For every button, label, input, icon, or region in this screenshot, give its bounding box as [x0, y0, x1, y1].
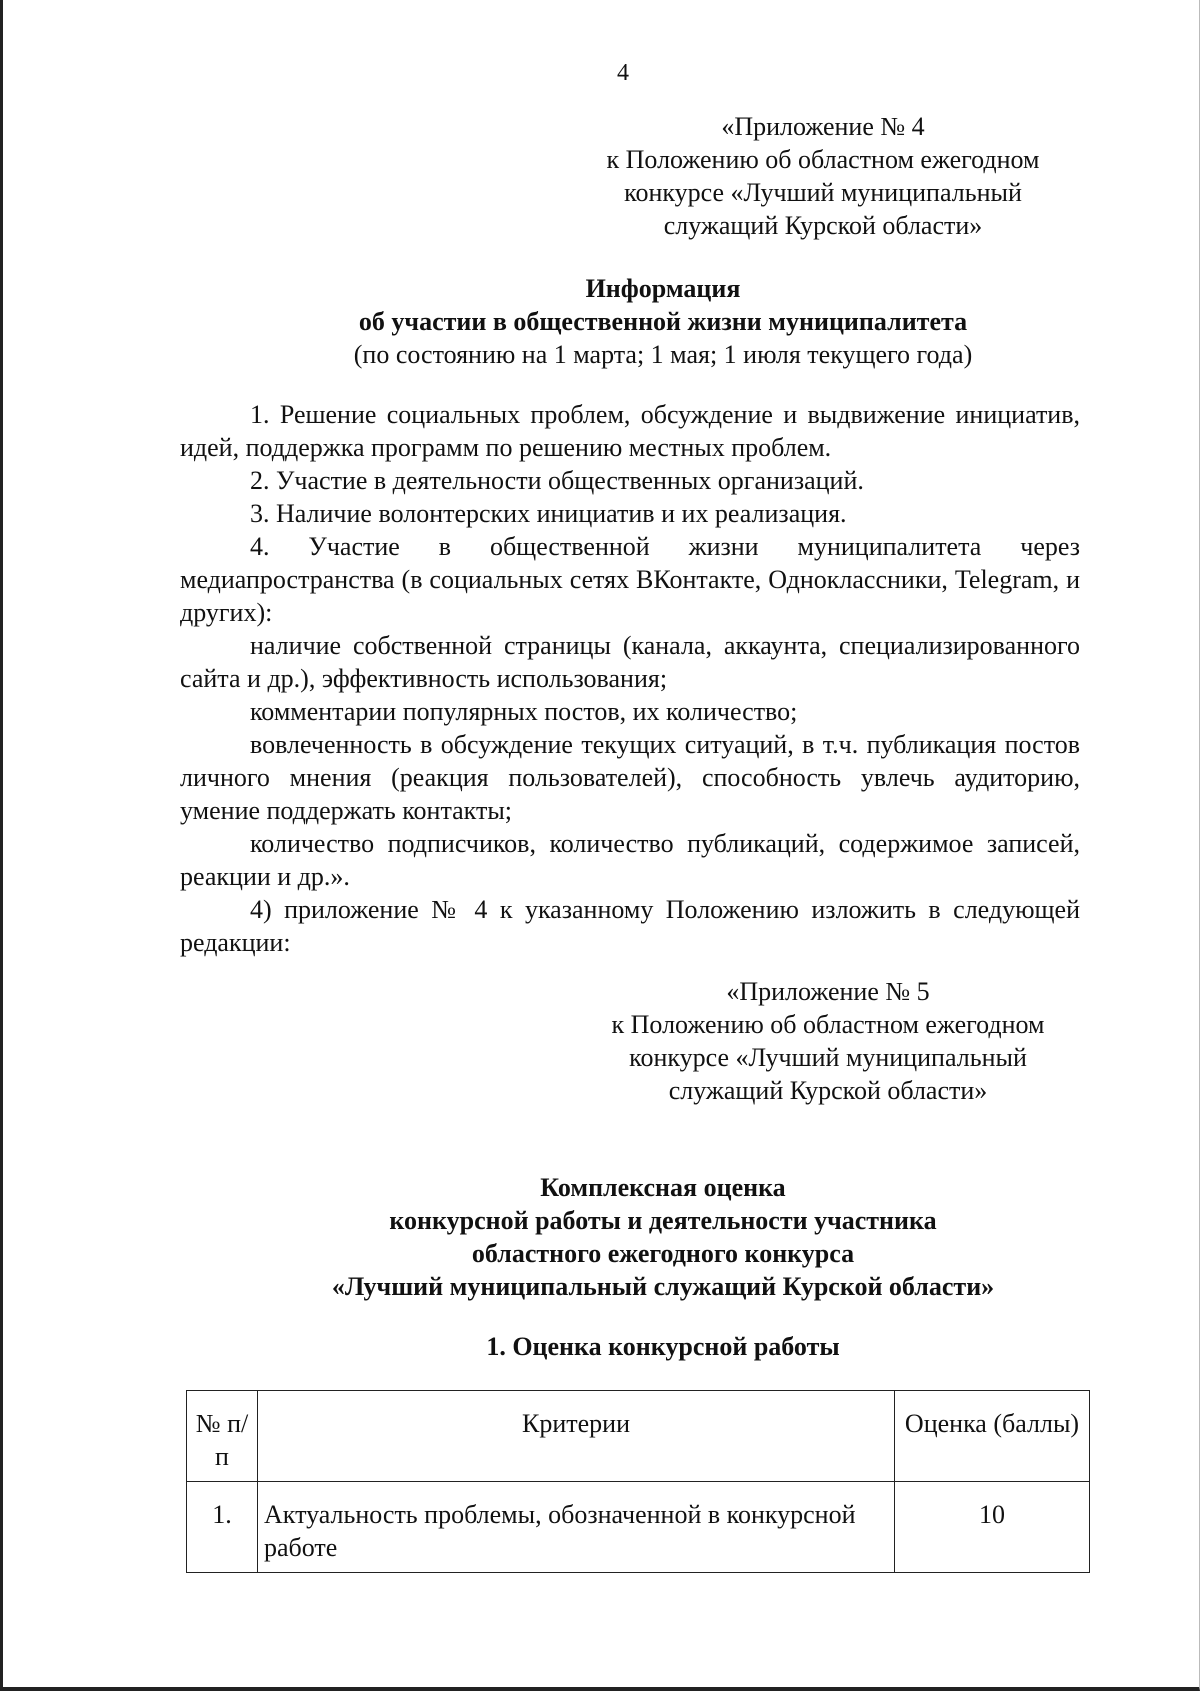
appendix-line: служащий Курской области» — [663, 211, 983, 240]
appendix-line: служащий Курской области» — [668, 1076, 988, 1105]
body-text — [180, 398, 1080, 959]
evaluation-heading-line: конкурсной работы и деятельности участника — [389, 1206, 937, 1235]
paragraph: количество подписчиков, количество публикаций, содержимое записей, реакции и др.». — [180, 829, 1080, 891]
paragraph: 4) приложение № 4 к указанному Положению изложить в следующей редакции: — [180, 895, 1080, 957]
evaluation-heading-line: областного ежегодного конкурса — [471, 1239, 855, 1268]
evaluation-heading-line: Комплексная оценка — [540, 1173, 786, 1202]
appendix-4-reference — [563, 110, 1083, 242]
appendix-line: «Приложение № 5 — [726, 977, 930, 1006]
row-number: 1. — [187, 1482, 258, 1573]
page-number: 4 — [617, 60, 629, 86]
info-title: Информация — [585, 274, 741, 303]
evaluation-heading — [123, 1171, 1200, 1303]
paragraph: вовлеченность в обсуждение текущих ситуаций, в т.ч. публикация постов личного мнения (реакция пользователей), способность увлечь аудиторию, умение поддержать контакты; — [180, 730, 1080, 825]
row-criteria: Актуальность проблемы, обозначенной в конкурсной работе — [258, 1482, 895, 1573]
header-score: Оценка (баллы) — [895, 1391, 1090, 1482]
paragraph: 2. Участие в деятельности общественных организаций. — [250, 466, 864, 495]
paragraph: комментарии популярных постов, их количество; — [250, 697, 798, 726]
appendix-line: к Положению об областном ежегодном — [611, 1010, 1045, 1039]
appendix-line: «Приложение № 4 — [721, 112, 925, 141]
criteria-table — [186, 1390, 1090, 1573]
evaluation-heading-line: «Лучший муниципальный служащий Курской области» — [331, 1272, 995, 1301]
paragraph: 4. Участие в общественной жизни муниципалитета через медиапространства (в социальных сетях ВКонтакте, Одноклассники, Telegram, и других): — [180, 532, 1080, 627]
section-title: 1. Оценка конкурсной работы — [486, 1332, 840, 1361]
header-number: № п/п — [187, 1391, 258, 1482]
appendix-5-reference — [568, 975, 1088, 1107]
paragraph: наличие собственной страницы (канала, аккаунта, специализированного сайта и др.), эффективность использования; — [180, 631, 1080, 693]
appendix-line: к Положению об областном ежегодном — [606, 145, 1040, 174]
table-header-row — [187, 1391, 1090, 1482]
info-note: (по состоянию на 1 марта; 1 мая; 1 июля текущего года) — [353, 340, 973, 369]
info-subtitle: об участии в общественной жизни муниципалитета — [358, 307, 968, 336]
paragraph: 1. Решение социальных проблем, обсуждение и выдвижение инициатив, идей, поддержка программ по решению местных проблем. — [180, 400, 1080, 462]
table-row — [187, 1482, 1090, 1573]
appendix-line: конкурсе «Лучший муниципальный — [629, 1043, 1027, 1072]
info-heading — [123, 272, 1200, 371]
header-criteria: Критерии — [258, 1391, 895, 1482]
row-score: 10 — [895, 1482, 1090, 1573]
paragraph: 3. Наличие волонтерских инициатив и их реализация. — [250, 499, 847, 528]
appendix-line: конкурсе «Лучший муниципальный — [624, 178, 1022, 207]
